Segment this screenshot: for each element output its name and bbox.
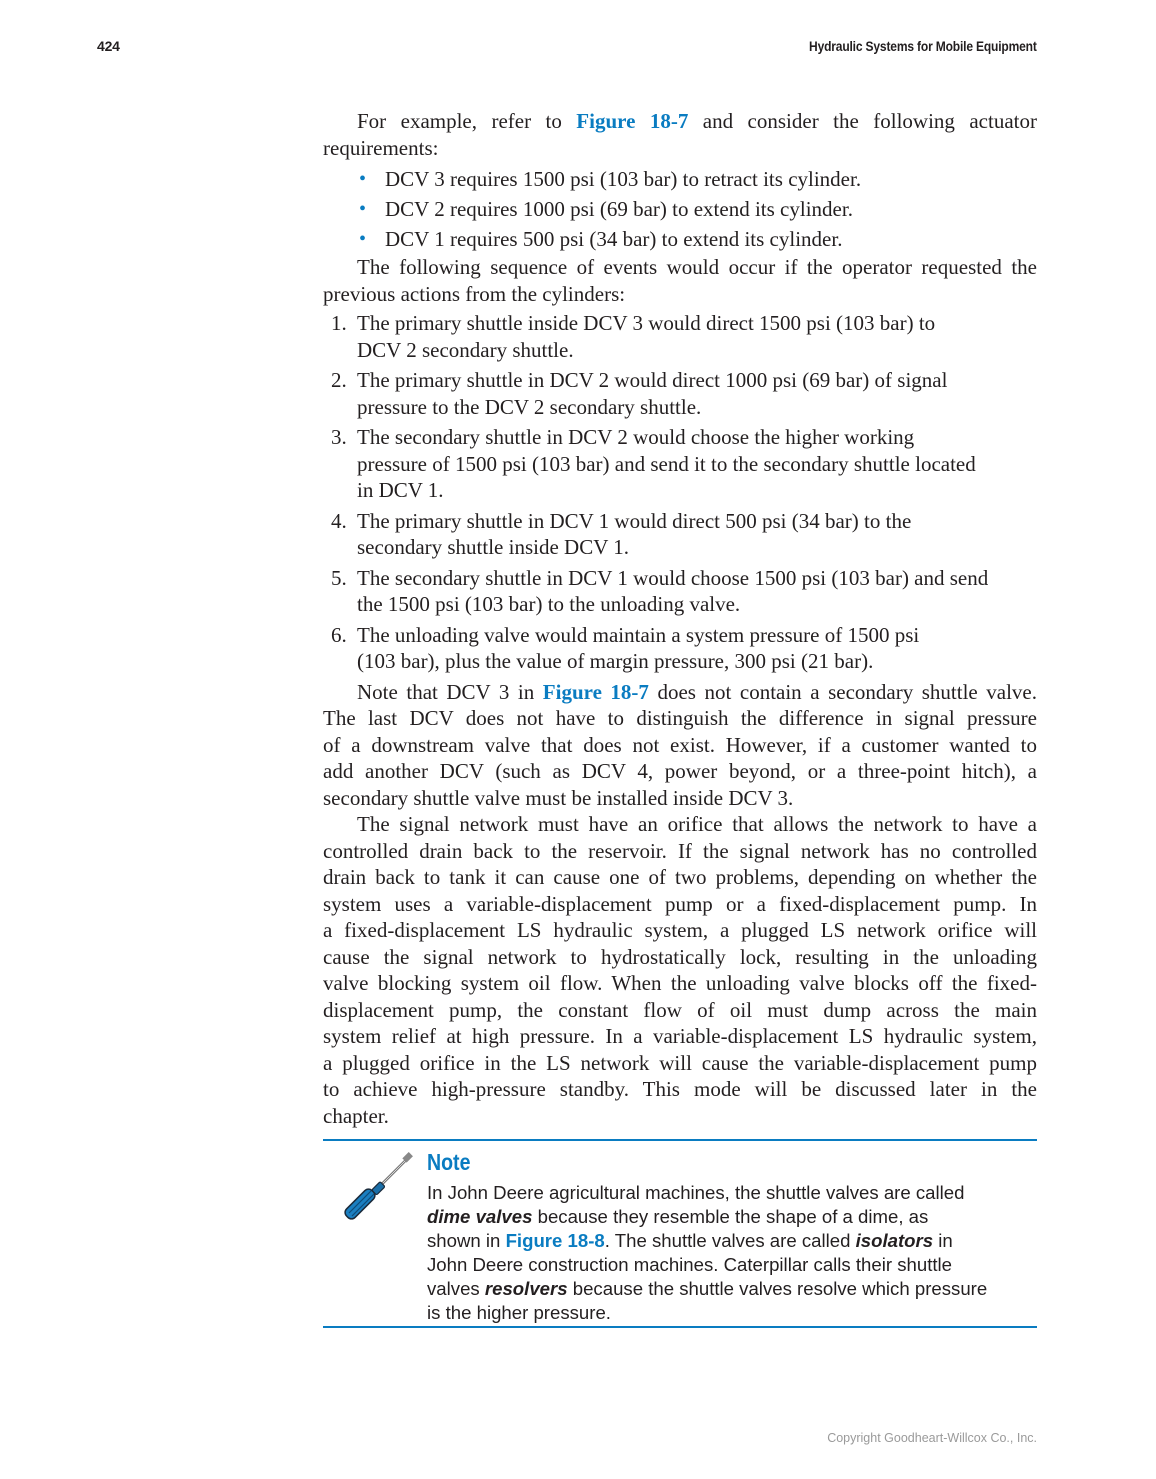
text-line: In John Deere agricultural machines, the shuttle valves are called — [427, 1182, 965, 1203]
list-item — [323, 508, 1037, 561]
text-line: The following sequence of events would occur if the operator requested the — [357, 255, 1037, 279]
text-line: The primary shuttle in DCV 1 would direct 500 psi (34 bar) to the — [357, 508, 912, 533]
text-line: secondary shuttle valve must be installed inside DCV 3. — [323, 785, 794, 810]
text-line: drain back to tank it can cause one of two problems, depending on whether the — [323, 865, 1037, 889]
text-line: The unloading valve would maintain a system pressure of 1500 psi — [357, 622, 920, 647]
text-line: Note that DCV 3 in Figure 18-7 does not contain a secondary shuttle valve. — [357, 679, 1037, 704]
note-box — [323, 1139, 1037, 1328]
emphasis-term: isolators — [855, 1230, 934, 1251]
step-number: 5. — [331, 565, 347, 590]
text-line: DCV 2 secondary shuttle. — [357, 337, 574, 362]
text-line: dime valves because they resemble the shape of a dime, as — [427, 1206, 929, 1227]
text-line: requirements: — [323, 135, 439, 160]
main-column — [323, 108, 1037, 1129]
dcv3-note-paragraph — [323, 679, 1037, 812]
text-line: system uses a variable-displacement pump or a fixed-displacement pump. In — [323, 891, 1037, 916]
text-line: cause the signal network to hydrostatically lock, resulting in the unloading — [323, 944, 1037, 969]
text-line: of a downstream valve that does not exist. However, if a customer wanted to — [323, 732, 1037, 757]
text-line: displacement pump, the constant flow of oil must dump across the main — [323, 997, 1037, 1022]
text-line: to achieve high-pressure standby. This mode will be discussed later in the — [323, 1077, 1037, 1101]
text-line: controlled drain back to the reservoir. If the signal network has no controlled — [323, 838, 1037, 863]
screwdriver-icon — [339, 1151, 415, 1227]
text-line: John Deere construction machines. Caterpillar calls their shuttle — [427, 1254, 953, 1275]
emphasis-term: dime valves — [427, 1206, 533, 1227]
step-number: 4. — [331, 508, 347, 533]
figure-link[interactable]: Figure 18-7 — [542, 679, 649, 704]
bullet-icon: • — [359, 168, 367, 190]
text-line: shown in Figure 18-8. The shuttle valves are called isolators in — [427, 1230, 953, 1251]
bullet-icon: • — [359, 198, 367, 220]
text-line: pressure of 1500 psi (103 bar) and send it to the secondary shuttle located — [357, 451, 976, 476]
text-line: The primary shuttle inside DCV 3 would direct 1500 psi (103 bar) to — [357, 311, 936, 335]
note-body — [427, 1181, 987, 1325]
running-title: Hydraulic Systems for Mobile Equipment — [809, 38, 1037, 54]
step-number: 6. — [331, 622, 347, 647]
signal-network-paragraph — [323, 811, 1037, 1129]
bullet-item: • DCV 1 requires 500 psi (34 bar) to extend its cylinder. — [323, 224, 1037, 254]
list-item — [323, 565, 1037, 618]
text-line: is the higher pressure. — [427, 1302, 611, 1323]
text-line: in DCV 1. — [357, 478, 444, 502]
step-number: 1. — [331, 311, 347, 335]
sequence-intro-paragraph — [323, 254, 1037, 307]
requirements-list — [323, 164, 1037, 254]
text-line: system relief at high pressure. In a variable-displacement LS hydraulic system, — [323, 1024, 1037, 1048]
text-line: a plugged orifice in the LS network will cause the variable-displacement pump — [323, 1050, 1037, 1075]
text-line: The signal network must have an orifice that allows the network to have a — [357, 812, 1037, 836]
text-line: the 1500 psi (103 bar) to the unloading valve. — [357, 592, 741, 616]
bullet-icon: • — [359, 228, 367, 250]
step-number: 3. — [331, 425, 347, 449]
intro-paragraph — [323, 108, 1037, 161]
text-line: The primary shuttle in DCV 2 would direct 1000 psi (69 bar) of signal — [357, 368, 948, 392]
text-line: previous actions from the cylinders: — [323, 281, 626, 306]
text-line: a fixed-displacement LS hydraulic system, a plugged LS network orifice will — [323, 918, 1037, 942]
bullet-item: • DCV 3 requires 1500 psi (103 bar) to retract its cylinder. — [323, 164, 1037, 194]
text-line: chapter. — [323, 1103, 389, 1128]
sequence-steps-list — [323, 310, 1037, 675]
text-line: The last DCV does not have to distinguish the difference in signal pressure — [323, 706, 1037, 730]
text-line: (103 bar), plus the value of margin pressure, 300 psi (21 bar). — [357, 649, 874, 673]
text-line: The secondary shuttle in DCV 2 would choose the higher working — [357, 425, 915, 449]
list-item — [323, 622, 1037, 675]
text-line: pressure to the DCV 2 secondary shuttle. — [357, 394, 702, 419]
figure-link[interactable]: Figure 18-7 — [576, 109, 689, 133]
list-item — [323, 310, 1037, 363]
figure-link[interactable]: Figure 18-8 — [505, 1230, 605, 1251]
list-item — [323, 424, 1037, 504]
text-line: valves resolvers because the shuttle valves resolve which pressure — [427, 1278, 988, 1299]
step-number: 2. — [331, 368, 347, 392]
bullet-item: • DCV 2 requires 1000 psi (69 bar) to extend its cylinder. — [323, 194, 1037, 224]
list-item — [323, 367, 1037, 420]
text-line: The secondary shuttle in DCV 1 would choose 1500 psi (103 bar) and send — [357, 565, 989, 590]
text-line: add another DCV (such as DCV 4, power beyond, or a three-point hitch), a — [323, 759, 1037, 783]
emphasis-term: resolvers — [484, 1278, 568, 1299]
copyright: Copyright Goodheart-Willcox Co., Inc. — [827, 1431, 1037, 1445]
text-line: valve blocking system oil flow. When the unloading valve blocks off the fixed- — [323, 971, 1037, 995]
note-title: Note — [427, 1149, 471, 1175]
text-line: secondary shuttle inside DCV 1. — [357, 535, 629, 559]
text-line: For example, refer to Figure 18-7 and consider the following actuator — [357, 109, 1037, 133]
page-number: 424 — [97, 38, 120, 54]
